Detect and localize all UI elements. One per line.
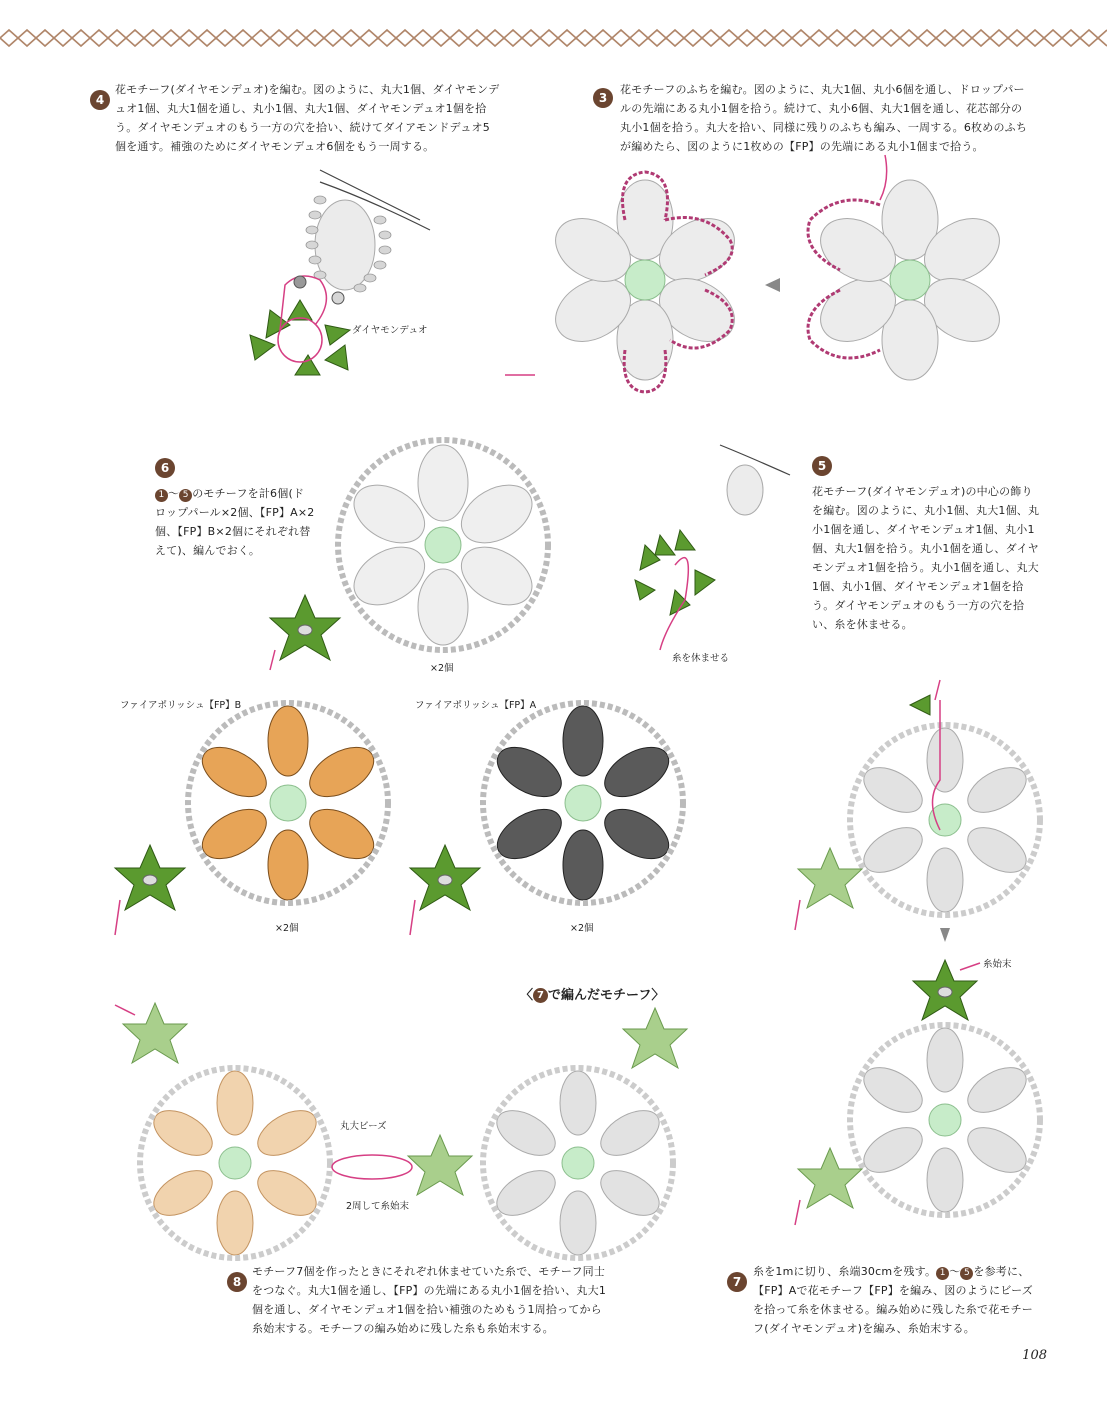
diamond-duo-label: ダイヤモンデュオ xyxy=(352,325,428,336)
step-4-text: 花モチーフ(ダイヤモンデュオ)を編む。図のように、丸大1個、ダイヤモンデュオ1個、丸大1個を通し、丸小1個、丸大1個、ダイヤモンデュオ1個を拾う。ダイヤモンデュオのもう一方の穴を拾い、続けてダイアモンドデュオ5個を通す。補強のためにダイヤモンデュオ6個をもう一周する。 xyxy=(115,83,500,153)
fp-a-times2: ×2個 xyxy=(570,923,594,934)
step-5-diagram xyxy=(615,440,795,650)
step-7-ref-end: 5 xyxy=(960,1267,973,1280)
step-7-ref-start: 1 xyxy=(936,1267,949,1280)
step-7-text-pre: 糸を1mに切り、糸端30cmを残す。 xyxy=(753,1265,937,1278)
section-heading-step-num: 7 xyxy=(533,988,548,1003)
step-6-ref-start: 1 xyxy=(155,489,168,502)
step-4-diagram xyxy=(220,160,450,400)
fp-b-times2: ×2個 xyxy=(275,923,299,934)
step-8-text: モチーフ7個を作ったときにそれぞれ休ませていた糸で、モチーフ同士をつなぐ。丸大1個を通し、【FP】の先端にある丸小1個を拾い、丸大1個を通し、ダイヤモンデュオ1個を拾い補強のためもう1周拾ってから糸始末する。モチーフの編み始めに残した糸も糸始末する。 xyxy=(252,1265,607,1335)
section-heading-title: で編んだモチーフ〉 xyxy=(548,988,665,1003)
fp-a-label: ファイアポリッシュ【FP】A xyxy=(415,700,537,711)
step-7-badge: 7 xyxy=(727,1272,747,1292)
step-3-badge: 3 xyxy=(593,88,613,108)
decorative-top-border xyxy=(0,26,1107,50)
thread-end-label-right: 糸始末 xyxy=(983,959,1012,970)
thread-rest-label: 糸を休ませる xyxy=(672,653,730,664)
two-loops-label: 2周して糸始末 xyxy=(346,1201,410,1212)
drop-pearl-times2: ×2個 xyxy=(430,663,454,674)
section-heading-open: 〈 xyxy=(520,988,534,1003)
drop-pearl-flower-diagram xyxy=(265,435,555,675)
step-5-badge: 5 xyxy=(812,456,832,476)
step-7-text: 糸を1mに切り、糸端30cmを残す。 1 〜 5 を参考に、【FP】Aで花モチーフ【FP】を編み、図のようにビーズを拾って糸を休ませる。編み始めに残した糸で花モチーフ(ダイヤモンデュオ)を編み、糸始末する。 xyxy=(753,1265,1033,1335)
step-3-diagram xyxy=(500,160,1040,410)
step-8-badge: 8 xyxy=(227,1272,247,1292)
step-6-badge: 6 xyxy=(155,458,175,478)
page-number: 108 xyxy=(1022,1348,1047,1363)
fp-a-flower-diagram xyxy=(405,700,695,940)
step-7-text-post: を参考に、【FP】Aで花モチーフ【FP】を編み、図のようにビーズを拾って糸を休ませる。編み始めに残した糸で花モチーフ(ダイヤモンデュオ)を編み、糸始末する。 xyxy=(753,1265,1033,1335)
fp-b-flower-diagram xyxy=(110,700,400,940)
step-4-badge: 4 xyxy=(90,90,110,110)
step-6-text: 1 〜 5 のモチーフを計6個(ドロップパール×2個、【FP】A×2個、【FP】B×2個にそれぞれ替えて)、編んでおく。 xyxy=(155,487,315,557)
step-3-text: 花モチーフのふちを編む。図のように、丸大1個、丸小6個を通し、ドロップパールの先端にある丸小1個を拾う。続けて、丸小6個、丸大1個を通し、花芯部分の丸小1個を拾う。丸大を拾い、同様に残りのふちも編み、一周する。6枚めのふちが編めたら、図のように1枚めの【FP】の先端にある丸小1個まで拾う。 xyxy=(620,83,1028,153)
step-5-text: 花モチーフ(ダイヤモンデュオ)の中心の飾りを編む。図のように、丸小1個、丸大1個、丸小1個を通し、ダイヤモンデュオ1個、丸小1個、丸大1個を拾う。丸小1個を通し、ダイヤモンデュオ1個を拾う。丸小1個を通し、丸大1個、丸小1個、ダイヤモンデュオ1個を拾う。ダイヤモンデュオのもう一方の穴を拾い、糸を休ませる。 xyxy=(812,485,1040,631)
step-6-body: のモチーフを計6個(ドロップパール×2個、【FP】A×2個、【FP】B×2個にそれぞれ替えて)、編んでおく。 xyxy=(155,487,315,557)
fp-b-label: ファイアポリッシュ【FP】B xyxy=(120,700,242,711)
step-6-ref-end: 5 xyxy=(179,489,192,502)
large-bead-label: 丸大ビーズ xyxy=(340,1121,387,1132)
